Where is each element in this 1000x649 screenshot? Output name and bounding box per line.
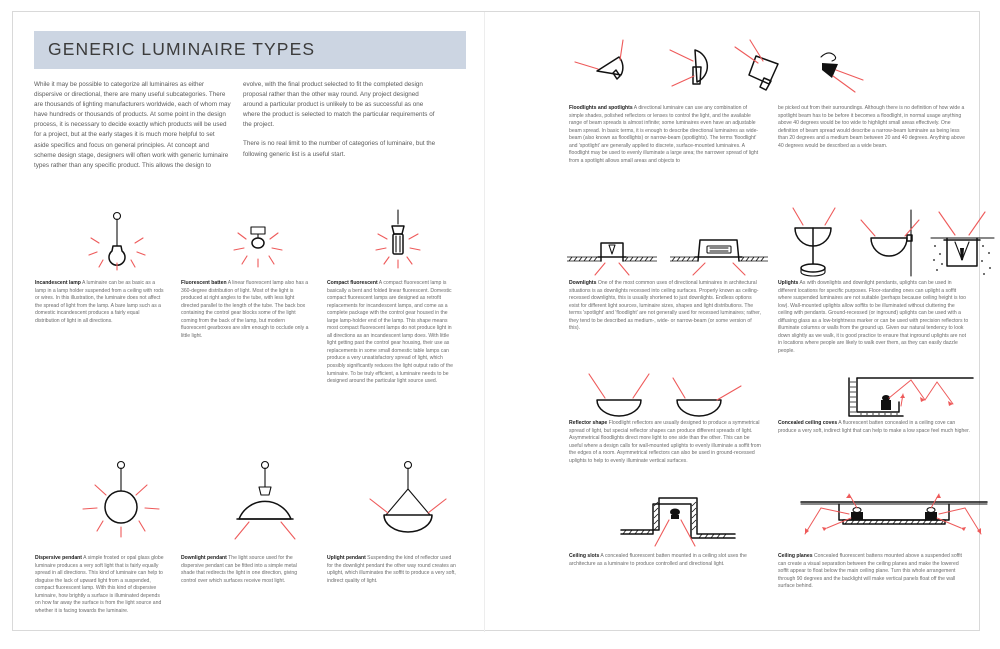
caption-downlights bbox=[569, 280, 761, 333]
caption-term: Floodlights and spotlights bbox=[569, 105, 633, 111]
caption-term: Ceiling planes bbox=[778, 553, 813, 559]
ceiling-plane-lamp-left bbox=[851, 508, 863, 521]
figure-dispersive-pendant bbox=[71, 457, 171, 539]
caption-floodlights-spotlights-continued bbox=[778, 105, 970, 150]
caption-uplights bbox=[778, 280, 970, 355]
caption-uplight-pendant bbox=[327, 555, 457, 585]
intro-column-right bbox=[243, 80, 440, 169]
caption-dispersive-pendant bbox=[35, 555, 165, 615]
spotlight-medium-beam bbox=[670, 50, 707, 86]
caption-concealed-ceiling-coves bbox=[778, 420, 970, 435]
figure-ceiling-planes bbox=[799, 490, 989, 546]
figure-compact-fluorescent bbox=[358, 210, 438, 276]
intro-paragraph: While it may be possible to categorize all luminaires as either dispersive or directional, there are many useful subcategories. There are thousands of lighting manufacturers worldwide, each of whom may have hundreds or thousands of products. At some point in the design process, it is necessary to decide exactly which products will be used for a project, but at the early stages it is much more helpful to set aside specifics and focus on general principles. At concept and scheme design stage, designers will often work with generic luminaire types rather than any specific product. This allows the design to bbox=[34, 81, 231, 169]
caption-reflector-shape bbox=[569, 420, 761, 465]
caption-term: Fluorescent batten bbox=[181, 280, 227, 286]
caption-text: A luminaire can be as basic as a lamp in a lamp holder suspended from a ceiling with rods or wires. In this illustration, the luminaire does not affect the spread of light from the lamp. A bare lamp such as a domestic incandescent produces a fairly equal distribution of light in all directions. bbox=[35, 280, 164, 324]
caption-ceiling-planes bbox=[778, 553, 970, 591]
caption-text: A directional luminaire can use any combination of simple shades, polished reflectors or lenses to control the light, and the available range of beam spreads is almost infinite; some luminaires even have an adjustable beam spread. In basic terms, it is enough to describe directional luminaires as wide-beam (also known as floodlights) or narrow-beam (spotlights). The terms 'floodlight' and 'spotlight' are generally applied to discrete, surface-mounted luminaires. A floodlight may be used to evenly illuminate a large area; the narrower spread of light from a spotlight allows small areas and objects to bbox=[569, 105, 759, 164]
ceiling-plane-lamp-right bbox=[925, 508, 937, 521]
caption-term: Reflector shape bbox=[569, 420, 608, 426]
caption-text: A simple frosted or opal glass globe luminaire produces a very soft light that is fairly equally spread in all directions. This kind of luminaire can help to disguise the lack of upward light from a suspended, compact fluorescent lamp. With this kind of dispersive luminaire, how brightly a surface is illuminated depends on how far away the surface is from the light source and whether it is facing towards the luminaire. bbox=[35, 555, 164, 614]
caption-ceiling-slots bbox=[569, 553, 761, 568]
caption-text: Suspending the kind of reflector used for the downlight pendant the other way round creates an uplight, which illuminates the soffit to produce a very soft, indirect quality of light. bbox=[327, 555, 456, 584]
intro-paragraph: evolve, with the final product selected to fit the completed design proposal rather than the other way round. Any project designed around a particular product is unlikely to be as successful as one where the product is selected to match the particular requirements of the project. bbox=[243, 81, 435, 129]
caption-floodlights-spotlights bbox=[569, 105, 761, 165]
caption-text: A linear fluorescent lamp also has a 360-degree distribution of light. Most of the light is produced at right angles to the tube, with less light directed parallel to the length of the tube. The back box containing the control gear blocks some of the light coming from the back of the lamp, but modern fluorescent gearboxes are slim enough to occlude only a little light. bbox=[181, 280, 309, 339]
caption-text: The light source used for the dispersive pendant can be fitted into a simple metal shade that redirects the light in one direction, giving control over which surfaces receive most light. bbox=[181, 555, 298, 584]
downlight-recessed-narrow bbox=[567, 243, 657, 275]
spotlight-surface-mounted bbox=[821, 53, 863, 92]
figure-downlights bbox=[565, 227, 770, 275]
downlight-recessed-wide bbox=[670, 240, 768, 275]
spotlight-wide-beam bbox=[575, 40, 623, 79]
caption-compact-fluorescent bbox=[327, 280, 457, 386]
figure-uplights bbox=[779, 208, 994, 278]
figure-concealed-ceiling-cove bbox=[841, 372, 981, 420]
caption-text: A fluorescent batten concealed in a ceiling cove can produce a very soft, indirect light that can help to make a low space feel much higher. bbox=[778, 420, 970, 434]
caption-text: Concealed fluorescent battens mounted above a suspended soffit can create a visual separation between the ceiling planes and make the lowered soffit appear to float below the main ceiling plane. Turn this whole arrangement through 90 degrees and the backlight will make vertical panels float off the wall surface behind. bbox=[778, 553, 962, 590]
figure-incandescent-lamp bbox=[73, 210, 163, 274]
uplight-inground bbox=[931, 212, 994, 275]
uplight-wall-mounted bbox=[861, 210, 919, 276]
caption-text: A compact fluorescent lamp is basically a bent and folded linear fluorescent. Domestic compact fluorescent lamps are designed as retrofit replacements for incandescent lamps, and come as a complete package with the control gear housed in the large lamp-holder end of the lamp. This shape means most compact fluorescent lamps do not produce light in all directions as an incandescent lamp does. With little light getting past the control gear housing, their use as replacements in some small domestic table lamps can produce a very unsatisfactory spread of light, which possibly significantly reduces the light output ratio of the luminaire. To be truly efficient, a luminaire needs to be designed around the particular light source used. bbox=[327, 280, 454, 385]
figure-ceiling-slot bbox=[613, 490, 763, 546]
caption-text: As with downlights and downlight pendants, uplights can be used in different locations for specific purposes. Floor-standing ones can uplight a soffit where suspended luminaires are not suitable (perhaps because ceiling height is too low). Wall-mounted uplights allow soffits to be illuminated without cluttering the ceiling with pendants. Ground-recessed (or inground) uplights can be used with a diffusing glass as a low-brightness marker or can be used with precision reflectors to illuminate columns or walls from the ground up. Given our natural tendency to look down slightly as we walk, it is good practice to ensure that inground uplights are not in locations where people are likely to walk over them, as they can easily dazzle people. bbox=[778, 280, 969, 354]
caption-term: Uplight pendant bbox=[327, 555, 366, 561]
intro-paragraph: There is no real limit to the number of categories of luminaire, but the following generic list is a useful start. bbox=[243, 140, 436, 158]
caption-text: be picked out from their surroundings. Although there is no definition of how wide a spotlight beam has to be before it becomes a floodlight, in normal usage anything above 40 degrees would be too wide to highlight small areas effectively. One definition of beam spread would describe a narrow-beam luminaire as being less than 20 degrees and a medium beam between 20 and 40 degrees. Anything above 40 degrees would be described as a wide beam. bbox=[778, 105, 965, 149]
figure-uplight-pendant bbox=[358, 457, 458, 539]
page-title: GENERIC LUMINAIRE TYPES bbox=[48, 39, 316, 59]
caption-term: Downlights bbox=[569, 280, 597, 286]
caption-text: Floodlight reflectors are usually designed to produce a symmetrical spread of light, but special reflector shapes can produce different spreads of light. Asymmetrical floodlights direct more light to one side than the other. This can be useful where a design calls for wall-mounted uplights to evenly illuminate a soffit from the edges of a room. Asymmetrical reflectors can also be used in ground-recessed uplights to help to evenly illuminate vertical surfaces. bbox=[569, 420, 761, 464]
caption-text: One of the most common uses of directional luminaires in architectural situations is as downlights recessed into ceiling surfaces. Properly known as ceiling-recessed downlights, this is usually shortened to just downlights. Endless options exist for different light sources, luminaire sizes, shapes and light distributions. The terms 'spotlight' and 'floodlight' are not generally used for recessed luminaires; rather, they tend to be described as medium-, wide- or narrow-beam (or some version of this). bbox=[569, 280, 761, 332]
caption-term: Dispersive pendant bbox=[35, 555, 82, 561]
uplight-floor-standing bbox=[793, 208, 835, 276]
caption-term: Incandescent lamp bbox=[35, 280, 81, 286]
figure-downlight-pendant bbox=[215, 457, 315, 539]
figure-spotlights bbox=[573, 30, 973, 90]
caption-term: Concealed ceiling coves bbox=[778, 420, 838, 426]
caption-term: Compact fluorescent bbox=[327, 280, 378, 286]
spread-gutter bbox=[484, 12, 485, 632]
caption-fluorescent-batten bbox=[181, 280, 311, 340]
caption-term: Downlight pendant bbox=[181, 555, 227, 561]
figure-reflector-shapes bbox=[569, 370, 749, 418]
caption-downlight-pendant bbox=[181, 555, 311, 585]
caption-text: A concealed fluorescent batten mounted in a ceiling slot uses the architecture as a luminaire to produce controlled and directional light. bbox=[569, 553, 747, 567]
book-spread bbox=[12, 11, 980, 631]
spotlight-narrow-beam bbox=[735, 40, 778, 90]
reflector-asymmetrical bbox=[673, 378, 741, 416]
caption-incandescent-lamp bbox=[35, 280, 165, 325]
reflector-symmetrical bbox=[589, 374, 649, 416]
figure-fluorescent-batten bbox=[218, 217, 298, 275]
caption-term: Ceiling slots bbox=[569, 553, 600, 559]
caption-term: Uplights bbox=[778, 280, 799, 286]
intro-column-left bbox=[34, 80, 231, 180]
